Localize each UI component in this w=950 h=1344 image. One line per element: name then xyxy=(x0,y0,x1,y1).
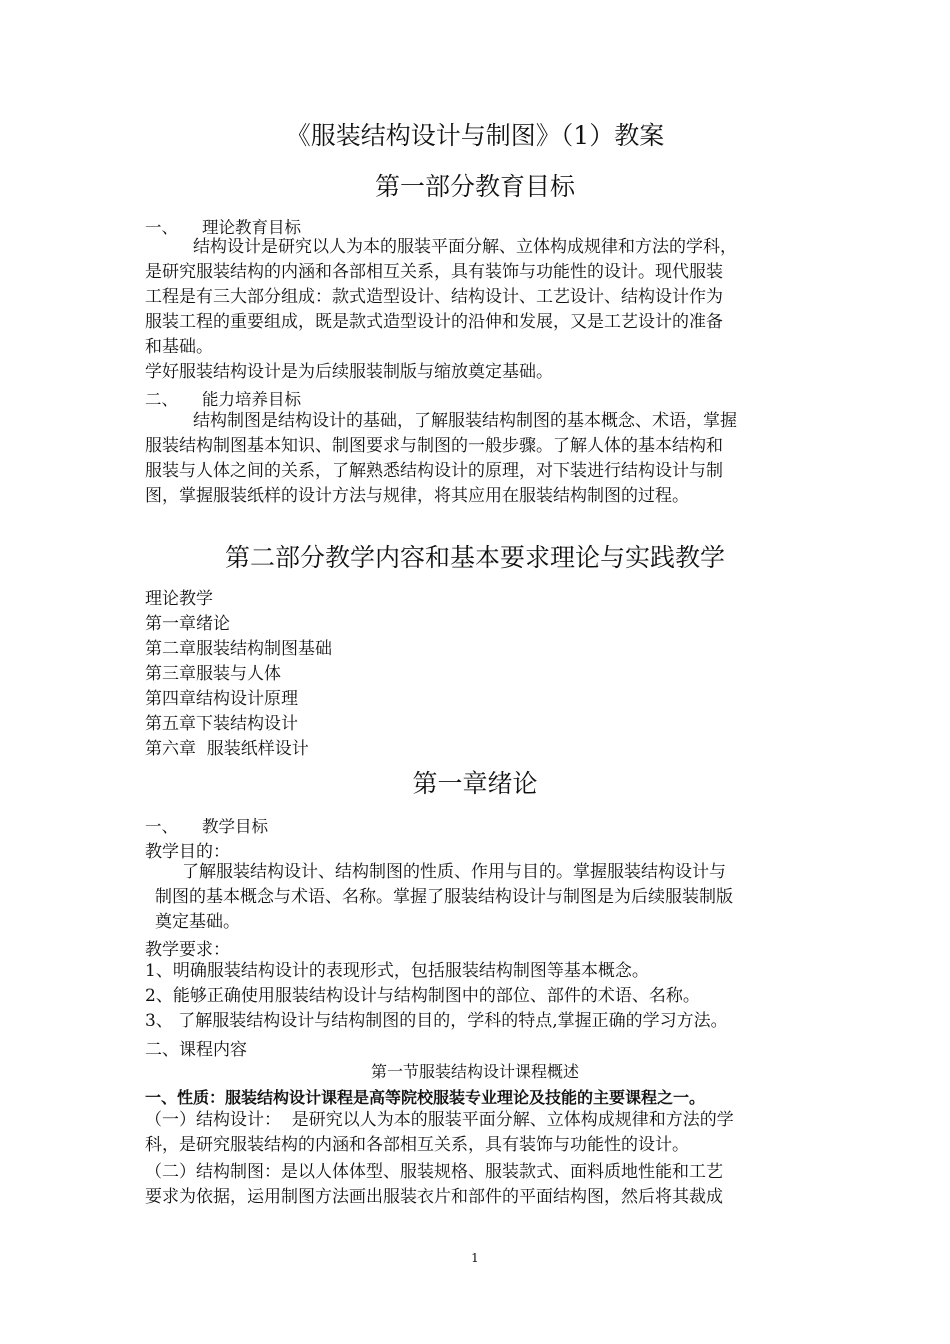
teaching-requirement-label: 教学要求： xyxy=(145,940,230,960)
structure-drawing-paragraph xyxy=(145,1160,805,1210)
paragraph-line: 是研究服装结构的内涵和各部相互关系，具有装饰与功能性的设计。现代服装 xyxy=(145,262,723,282)
paragraph-line: （一）结构设计： 是研究以人为本的服装平面分解、立体构成规律和方法的学 xyxy=(145,1110,734,1130)
section-number: 二、 xyxy=(145,390,178,409)
paragraph-line: 结构设计是研究以人为本的服装平面分解、立体构成规律和方法的学科， xyxy=(193,237,737,257)
teaching-requirement-list xyxy=(145,959,805,1034)
paragraph-line: 要求为依据，运用制图方法画出服装衣片和部件的平面结构图，然后将其裁成 xyxy=(145,1187,723,1207)
contents-item: 第二章服装结构制图基础 xyxy=(145,639,332,659)
paragraph-line: 结构制图是结构设计的基础，了解服装结构制图的基本概念、术语，掌握 xyxy=(193,411,737,431)
section-title: 能力培养目标 xyxy=(202,390,301,409)
requirement-item: 1、明确服装结构设计的表现形式，包括服装结构制图等基本概念。 xyxy=(145,961,649,981)
chapter1-section1-heading xyxy=(145,813,268,837)
page-number: 1 xyxy=(471,1251,479,1265)
part2-contents-list xyxy=(145,587,805,762)
paragraph-line: 图，掌握服装纸样的设计方法与规律，将其应用在服装结构制图的过程。 xyxy=(145,486,689,506)
part1-section2-paragraph xyxy=(145,409,805,509)
paragraph-line: 奠定基础。 xyxy=(155,912,240,932)
contents-item: 第六章 服装纸样设计 xyxy=(145,739,309,759)
part1-section2-heading xyxy=(145,386,301,410)
paragraph-line: 服装结构制图基本知识、制图要求与制图的一般步骤。了解人体的基本结构和 xyxy=(145,436,723,456)
structure-design-paragraph xyxy=(145,1108,805,1158)
section-number: 一、 xyxy=(145,817,178,836)
part1-section1-paragraph xyxy=(145,235,805,385)
paragraph-line: 学好服装结构设计是为后续服装制版与缩放奠定基础。 xyxy=(145,362,553,382)
paragraph-line: 和基础。 xyxy=(145,337,213,357)
part2-heading: 第二部分教学内容和基本要求理论与实践教学 xyxy=(224,543,725,572)
contents-item: 第三章服装与人体 xyxy=(145,664,281,684)
contents-item: 第一章绪论 xyxy=(145,614,230,634)
paragraph-line: 服装与人体之间的关系，了解熟悉结构设计的原理，对下装进行结构设计与制 xyxy=(145,461,723,481)
paragraph-line: 制图的基本概念与术语、名称。掌握了服装结构设计与制图是为后续服装制版 xyxy=(155,887,733,907)
part1-heading: 第一部分教育目标 xyxy=(374,172,575,201)
contents-item: 理论教学 xyxy=(145,589,213,609)
course-content-label: 二、课程内容 xyxy=(145,1040,247,1060)
paragraph-line: （二）结构制图：是以人体体型、服装规格、服装款式、面料质地性能和工艺 xyxy=(145,1162,723,1182)
requirement-item: 2、能够正确使用服装结构设计与结构制图中的部位、部件的术语、名称。 xyxy=(145,986,700,1006)
document-title: 《服装结构设计与制图》（1）教案 xyxy=(285,121,665,150)
nature-line: 一、性质：服装结构设计课程是高等院校服装专业理论及技能的主要课程之一。 xyxy=(145,1088,706,1107)
teaching-purpose-label: 教学目的： xyxy=(145,842,230,862)
section-title: 教学目标 xyxy=(202,817,268,836)
section-title: 理论教育目标 xyxy=(202,218,301,237)
contents-item: 第四章结构设计原理 xyxy=(145,689,298,709)
chapter1-heading: 第一章绪论 xyxy=(412,769,538,798)
requirement-item: 3、 了解服装结构设计与结构制图的目的，学科的特点,掌握正确的学习方法。 xyxy=(145,1011,728,1031)
contents-item: 第五章下装结构设计 xyxy=(145,714,298,734)
section1-heading: 第一节服装结构设计课程概述 xyxy=(370,1062,579,1081)
paragraph-line: 了解服装结构设计、结构制图的性质、作用与目的。掌握服装结构设计与 xyxy=(182,862,726,882)
paragraph-line: 服装工程的重要组成，既是款式造型设计的沿伸和发展，又是工艺设计的准备 xyxy=(145,312,723,332)
paragraph-line: 工程是有三大部分组成：款式造型设计、结构设计、工艺设计、结构设计作为 xyxy=(145,287,723,307)
paragraph-line: 科，是研究服装结构的内涵和各部相互关系，具有装饰与功能性的设计。 xyxy=(145,1135,689,1155)
teaching-purpose-paragraph xyxy=(145,860,805,935)
section-number: 一、 xyxy=(145,218,178,237)
